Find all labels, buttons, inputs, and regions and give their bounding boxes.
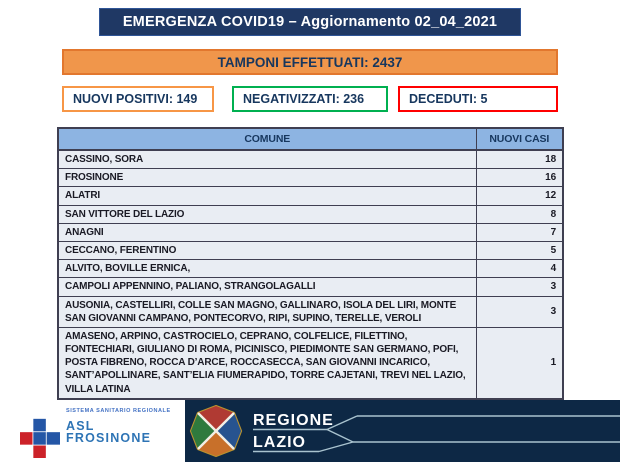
lazio-text: LAZIO xyxy=(253,434,306,451)
nuovi-casi-cell: 12 xyxy=(476,187,563,205)
table-row xyxy=(58,169,563,187)
stat-box-nuovi-positivi xyxy=(62,86,214,112)
nuovi-casi-cell: 1 xyxy=(476,327,563,398)
table-row xyxy=(58,187,563,205)
table-row xyxy=(58,150,563,169)
table-row xyxy=(58,260,563,278)
table-row xyxy=(58,296,563,327)
asl-text-block xyxy=(66,408,171,444)
nuovi-casi-cell: 5 xyxy=(476,241,563,259)
table-header-row xyxy=(58,128,563,150)
stat-deceduti-label: DECEDUTI: 5 xyxy=(409,92,488,106)
comune-cell: ALATRI xyxy=(58,187,476,205)
stat-negativizzati-label: NEGATIVIZZATI: 236 xyxy=(243,92,365,106)
comune-cell: AMASENO, ARPINO, CASTROCIELO, CEPRANO, COLFELICE, FILETTINO, FONTECHIARI, GIULIANO DI ROMA, PICINISCO, PIEDIMONTE SAN GERMANO, POFI, POSTA FIBRENO, ROCCA D’ARCE, ROCCASECCA, SAN GIOVANNI INCARICO, SANT’APOLLINARE, SANT’ELIA FIUMERAPIDO, TORRE CAJETANI, TREVI NEL LAZIO, VILLA LATINA xyxy=(58,327,476,398)
comune-cell: SAN VITTORE DEL LAZIO xyxy=(58,205,476,223)
regione-lazio-crest-icon xyxy=(191,406,241,456)
comune-cell: CASSINO, SORA xyxy=(58,150,476,169)
stat-nuovi-positivi-label: NUOVI POSITIVI: 149 xyxy=(73,92,198,106)
regione-text: REGIONE xyxy=(253,412,334,429)
column-header-nuovi-casi: NUOVI CASI xyxy=(476,128,563,150)
asl-name-line1: ASL xyxy=(66,419,95,433)
title-banner xyxy=(99,8,521,36)
table-body xyxy=(58,150,563,399)
nuovi-casi-cell: 3 xyxy=(476,278,563,296)
tamponi-banner-text: TAMPONI EFFETTUATI: 2437 xyxy=(217,54,403,70)
table-row xyxy=(58,223,563,241)
comune-cell: ALVITO, BOVILLE ERNICA, xyxy=(58,260,476,278)
nuovi-casi-cell: 8 xyxy=(476,205,563,223)
cases-table xyxy=(57,127,564,400)
table-row xyxy=(58,241,563,259)
comune-cell: FROSINONE xyxy=(58,169,476,187)
nuovi-casi-cell: 16 xyxy=(476,169,563,187)
asl-frosinone-logo xyxy=(20,404,190,460)
tamponi-banner xyxy=(62,49,558,75)
nuovi-casi-cell: 7 xyxy=(476,223,563,241)
comune-cell: CAMPOLI APPENNINO, PALIANO, STRANGOLAGALLI xyxy=(58,278,476,296)
table-row xyxy=(58,327,563,398)
nuovi-casi-cell: 4 xyxy=(476,260,563,278)
table-row xyxy=(58,278,563,296)
table-row xyxy=(58,205,563,223)
asl-cross-icon xyxy=(20,417,60,459)
regione-lazio-logo xyxy=(185,400,620,462)
comune-cell: CECCANO, FERENTINO xyxy=(58,241,476,259)
comune-cell: ANAGNI xyxy=(58,223,476,241)
regione-lazio-bar xyxy=(185,400,620,462)
comune-cell: AUSONIA, CASTELLIRI, COLLE SAN MAGNO, GALLINARO, ISOLA DEL LIRI, MONTE SAN GIOVANNI CAMPANO, PONTECORVO, RIPI, SUPINO, TERELLE, VEROLI xyxy=(58,296,476,327)
column-header-comune: COMUNE xyxy=(58,128,476,150)
asl-name-line2: FROSINONE xyxy=(66,431,152,445)
nuovi-casi-cell: 18 xyxy=(476,150,563,169)
title-banner-text: EMERGENZA COVID19 – Aggiornamento 02_04_2021 xyxy=(122,14,498,30)
stat-box-deceduti xyxy=(398,86,558,112)
stat-box-negativizzati xyxy=(232,86,388,112)
ssr-label: SISTEMA SANITARIO REGIONALE xyxy=(66,408,171,414)
nuovi-casi-cell: 3 xyxy=(476,296,563,327)
